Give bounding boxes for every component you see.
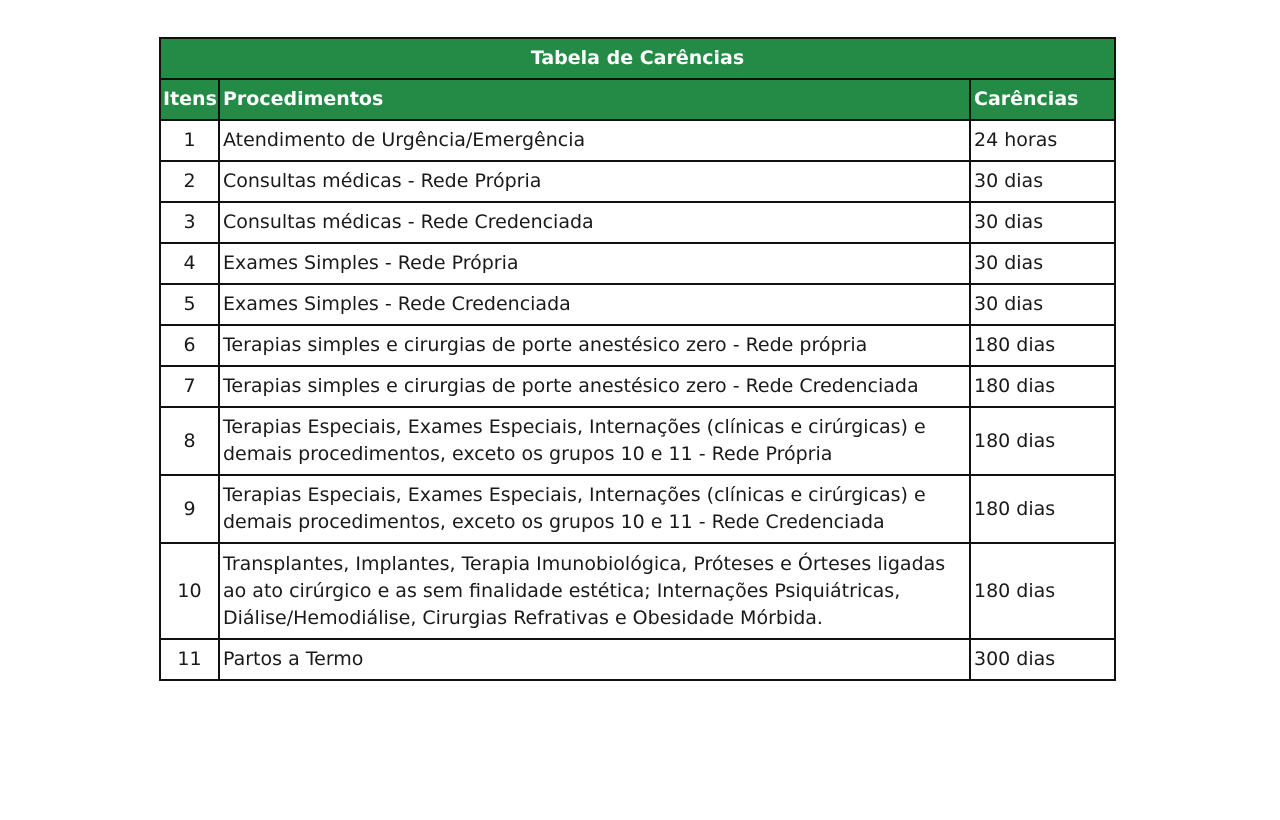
header-items: Itens xyxy=(160,79,219,120)
table-row xyxy=(160,284,1115,325)
procedure-text-line: Consultas médicas - Rede Própria xyxy=(223,170,542,192)
header-procedures: Procedimentos xyxy=(219,79,970,120)
table-row xyxy=(160,325,1115,366)
table-header-row xyxy=(160,79,1115,120)
item-number-cell: 9 xyxy=(160,475,219,543)
waiting-period-cell: 30 dias xyxy=(970,284,1115,325)
procedure-text-line: Exames Simples - Rede Própria xyxy=(223,252,519,274)
waiting-period-cell: 180 dias xyxy=(970,543,1115,639)
item-number-cell: 6 xyxy=(160,325,219,366)
procedure-cell xyxy=(219,325,970,366)
waiting-period-cell: 180 dias xyxy=(970,475,1115,543)
item-number-cell: 2 xyxy=(160,161,219,202)
procedure-text-line: Terapias Especiais, Exames Especiais, Internações (clínicas e cirúrgicas) e xyxy=(223,416,926,438)
procedure-cell xyxy=(219,243,970,284)
procedure-text-line: Exames Simples - Rede Credenciada xyxy=(223,293,571,315)
procedure-cell xyxy=(219,284,970,325)
waiting-period-cell: 180 dias xyxy=(970,366,1115,407)
procedure-text-line: ao ato cirúrgico e as sem finalidade estética; Internações Psiquiátricas, xyxy=(223,579,901,602)
procedure-text-line: Partos a Termo xyxy=(223,648,364,670)
header-waiting-periods: Carências xyxy=(970,79,1115,120)
table-row xyxy=(160,407,1115,475)
item-number-cell: 5 xyxy=(160,284,219,325)
waiting-period-cell: 30 dias xyxy=(970,161,1115,202)
table-body xyxy=(160,120,1115,680)
procedure-cell xyxy=(219,475,970,543)
item-number-cell: 8 xyxy=(160,407,219,475)
procedure-text-line: demais procedimentos, exceto os grupos 10 e 11 - Rede Credenciada xyxy=(223,511,885,533)
table-title-row xyxy=(160,38,1115,79)
waiting-period-table xyxy=(159,37,1116,681)
procedure-text-line: Terapias simples e cirurgias de porte anestésico zero - Rede própria xyxy=(223,334,868,356)
table-row xyxy=(160,639,1115,680)
table-row xyxy=(160,543,1115,639)
procedure-text-line: demais procedimentos, exceto os grupos 10 e 11 - Rede Própria xyxy=(223,443,833,465)
procedure-text-line: Atendimento de Urgência/Emergência xyxy=(223,129,586,151)
procedure-cell xyxy=(219,407,970,475)
procedure-cell xyxy=(219,161,970,202)
table-row xyxy=(160,202,1115,243)
procedure-cell xyxy=(219,120,970,161)
waiting-period-cell: 300 dias xyxy=(970,639,1115,680)
procedure-cell xyxy=(219,639,970,680)
procedure-cell xyxy=(219,202,970,243)
waiting-period-cell: 180 dias xyxy=(970,407,1115,475)
procedure-text-line: Transplantes, Implantes, Terapia Imunobiológica, Próteses e Órteses ligadas xyxy=(223,552,946,575)
waiting-period-cell: 24 horas xyxy=(970,120,1115,161)
waiting-period-cell: 180 dias xyxy=(970,325,1115,366)
waiting-period-table-container xyxy=(159,37,1114,681)
table-row xyxy=(160,475,1115,543)
table-row xyxy=(160,120,1115,161)
item-number-cell: 4 xyxy=(160,243,219,284)
item-number-cell: 7 xyxy=(160,366,219,407)
table-row xyxy=(160,366,1115,407)
procedure-text-line: Terapias Especiais, Exames Especiais, Internações (clínicas e cirúrgicas) e xyxy=(223,484,926,506)
waiting-period-cell: 30 dias xyxy=(970,202,1115,243)
procedure-text-line: Consultas médicas - Rede Credenciada xyxy=(223,211,594,233)
procedure-text-line: Terapias simples e cirurgias de porte anestésico zero - Rede Credenciada xyxy=(223,375,919,397)
waiting-period-cell: 30 dias xyxy=(970,243,1115,284)
table-row xyxy=(160,161,1115,202)
procedure-text-line: Diálise/Hemodiálise, Cirurgias Refrativas e Obesidade Mórbida. xyxy=(223,606,823,629)
item-number-cell: 10 xyxy=(160,543,219,639)
item-number-cell: 3 xyxy=(160,202,219,243)
table-title: Tabela de Carências xyxy=(160,38,1115,79)
procedure-cell xyxy=(219,366,970,407)
procedure-cell xyxy=(219,543,970,639)
item-number-cell: 11 xyxy=(160,639,219,680)
item-number-cell: 1 xyxy=(160,120,219,161)
table-row xyxy=(160,243,1115,284)
